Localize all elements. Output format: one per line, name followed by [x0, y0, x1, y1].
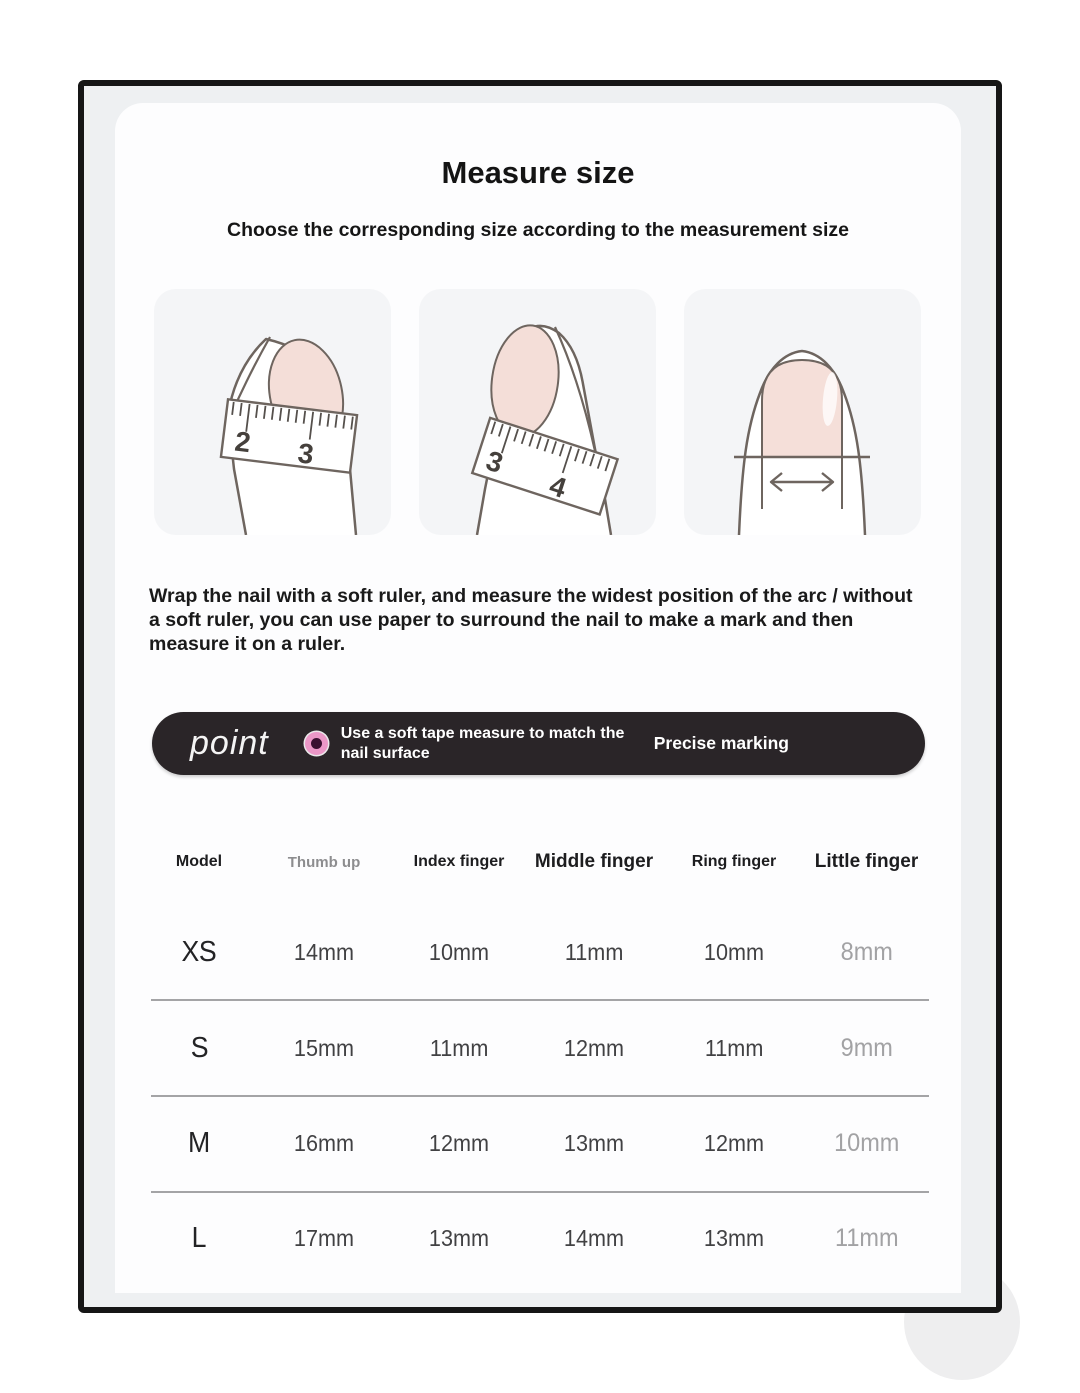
size-value: 12mm: [563, 1034, 625, 1061]
size-value: 17mm: [293, 1224, 355, 1251]
size-value: 10mm: [833, 1128, 900, 1157]
size-value: 14mm: [563, 1224, 625, 1251]
size-value: 10mm: [703, 938, 765, 965]
table-header-row: [149, 839, 934, 885]
frame-border: [78, 80, 1002, 1313]
tape-number: 3: [482, 444, 507, 480]
header-model: Model: [175, 853, 223, 870]
header-ring: Ring finger: [691, 853, 777, 870]
size-value: 14mm: [293, 938, 355, 965]
size-value: 11mm: [564, 938, 624, 965]
banner-tip-text: Use a soft tape measure to match the nail surface: [340, 724, 625, 762]
table-row-l: [149, 1210, 934, 1266]
table-row-xs: [149, 924, 934, 980]
size-value: 13mm: [563, 1129, 625, 1156]
page-subtitle: Choose the corresponding size according to the measurement size: [227, 219, 849, 241]
size-value: 13mm: [703, 1224, 765, 1251]
header-little: Little finger: [814, 851, 919, 872]
size-value: 12mm: [703, 1129, 765, 1156]
table-row-m: [149, 1115, 934, 1171]
size-value: 11mm: [834, 1223, 899, 1252]
point-label: point: [190, 724, 269, 762]
size-value: 16mm: [293, 1129, 355, 1156]
page-title: Measure size: [441, 155, 635, 190]
size-value: 11mm: [704, 1034, 764, 1061]
header-thumb: Thumb up: [287, 853, 361, 871]
size-value: 9mm: [840, 1033, 893, 1062]
model-label: S: [190, 1031, 208, 1064]
size-value: 8mm: [840, 937, 893, 966]
tape-number: 3: [296, 437, 316, 471]
header-index: Index finger: [413, 853, 505, 870]
size-value: 15mm: [293, 1034, 355, 1061]
model-label: M: [188, 1126, 210, 1159]
size-value: 11mm: [429, 1034, 489, 1061]
size-value: 13mm: [428, 1224, 490, 1251]
tape-number: 4: [545, 469, 571, 504]
model-label: L: [191, 1221, 207, 1254]
content-card: [115, 103, 961, 1293]
row-divider: [151, 1095, 929, 1097]
size-table: [149, 103, 934, 1293]
table-row-s: [149, 1020, 934, 1076]
model-label: XS: [181, 935, 217, 968]
row-divider: [151, 999, 929, 1001]
size-value: 12mm: [428, 1129, 490, 1156]
banner-right-text: Precise marking: [653, 733, 789, 753]
tape-number: 2: [233, 425, 253, 459]
row-divider: [151, 1191, 929, 1193]
size-value: 10mm: [428, 938, 490, 965]
header-middle: Middle finger: [534, 851, 654, 872]
instruction-text: Wrap the nail with a soft ruler, and measure the widest position of the arc / without a soft ruler, you can use paper to surround the nail to make a mark and then measure it on a ruler.: [149, 585, 913, 655]
